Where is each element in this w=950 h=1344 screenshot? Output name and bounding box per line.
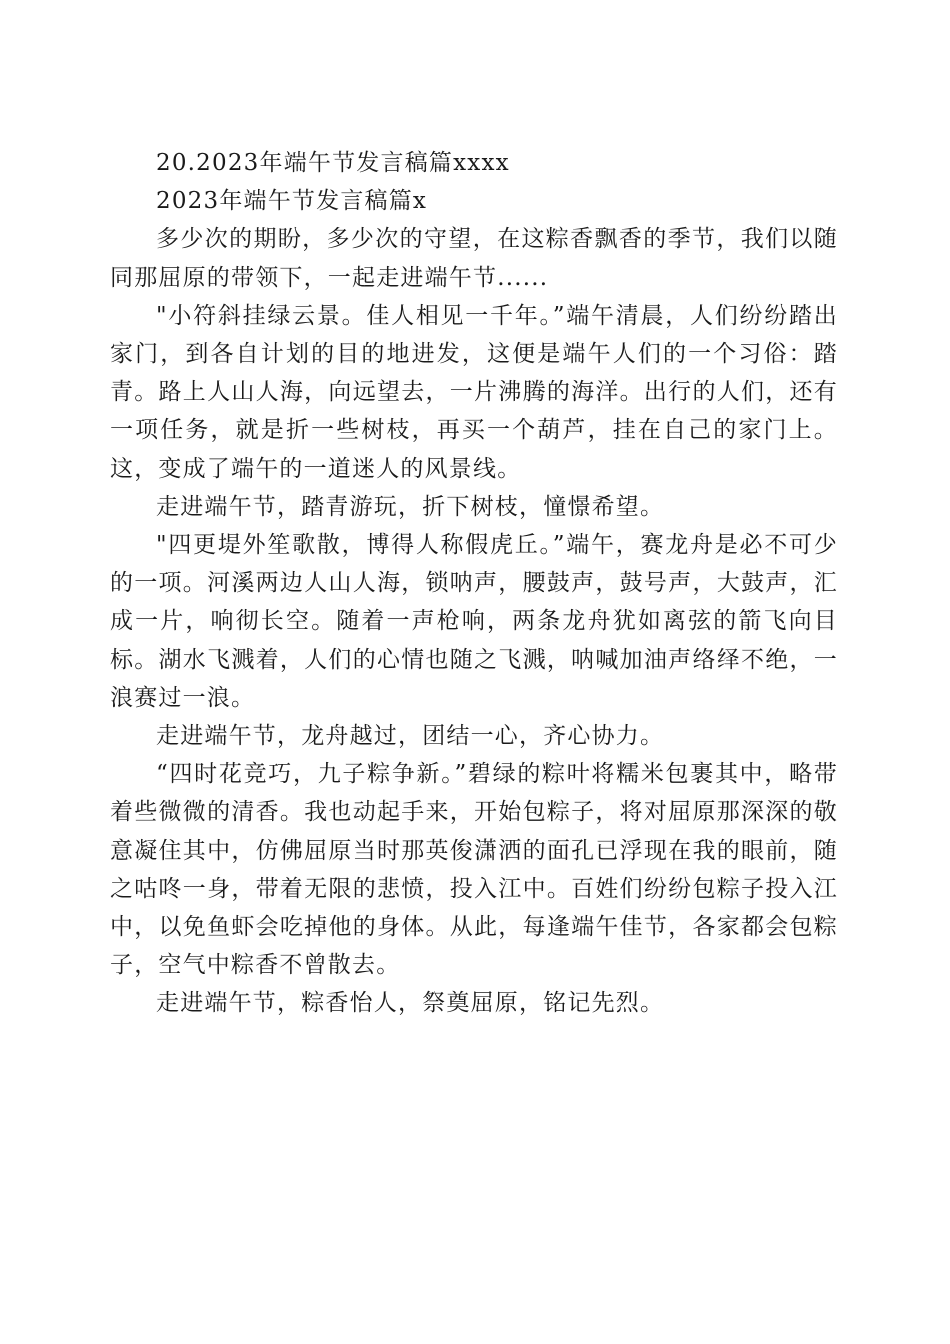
paragraph-taqing: "小符斜挂绿云景。佳人相见一千年。”端午清晨，人们纷纷踏出家门，到各自计划的目的地进发，这便是端午人们的一个习俗：踏青。路上人山人海，向远望去，一片沸腾的海洋。出行的人们，还有一项任务，就是折一些树枝，再买一个葫芦，挂在自己的家门上。这，变成了端午的一道迷人的风景线。 <box>110 302 838 482</box>
paragraph-summary-3: 走进端午节，粽香怡人，祭奠屈原，铭记先烈。 <box>156 990 665 1017</box>
paragraph-dragon-boat: "四更堤外笙歌散，博得人称假虎丘。”端午，赛龙舟是必不可少的一项。河溪两边人山人海，锁呐声，腰鼓声，鼓号声，大鼓声，汇成一片，响彻长空。随着一声枪响，两条龙舟犹如离弦的箭飞向目标。湖水飞溅着，人们的心情也随之飞溅，呐喊加油声络绎不绝，一浪赛过一浪。 <box>110 532 838 711</box>
paragraph-summary-2: 走进端午节，龙舟越过，团结一心，齐心协力。 <box>156 723 665 750</box>
paragraph-zongzi: “四时花竞巧，九子粽争新。”碧绿的粽叶将糯米包裹其中，略带着些微微的清香。我也动起手来，开始包粽子，将对屈原那深深的敬意凝住其中，仿佛屈原当时那英俊潇洒的面孔已浮现在我的眼前，随之咕咚一身，带着无限的悲愤，投入江中。百姓们纷纷包粽子投入江中，以免鱼虾会吃掉他的身体。从此，每逢端午佳节，各家都会包粽子，空气中粽香不曾散去。 <box>110 761 838 979</box>
paragraph-summary-1: 走进端午节，踏青游玩，折下树枝，憧憬希望。 <box>156 493 665 520</box>
document-heading: 20.2023年端午节发言稿篇xxxx <box>156 150 510 176</box>
document-body <box>110 144 838 1023</box>
paragraph-intro: 多少次的期盼，多少次的守望，在这粽香飘香的季节，我们以随同那屈原的带领下，一起走进端午节...... <box>110 226 838 291</box>
document-subheading: 2023年端午节发言稿篇x <box>156 188 428 215</box>
